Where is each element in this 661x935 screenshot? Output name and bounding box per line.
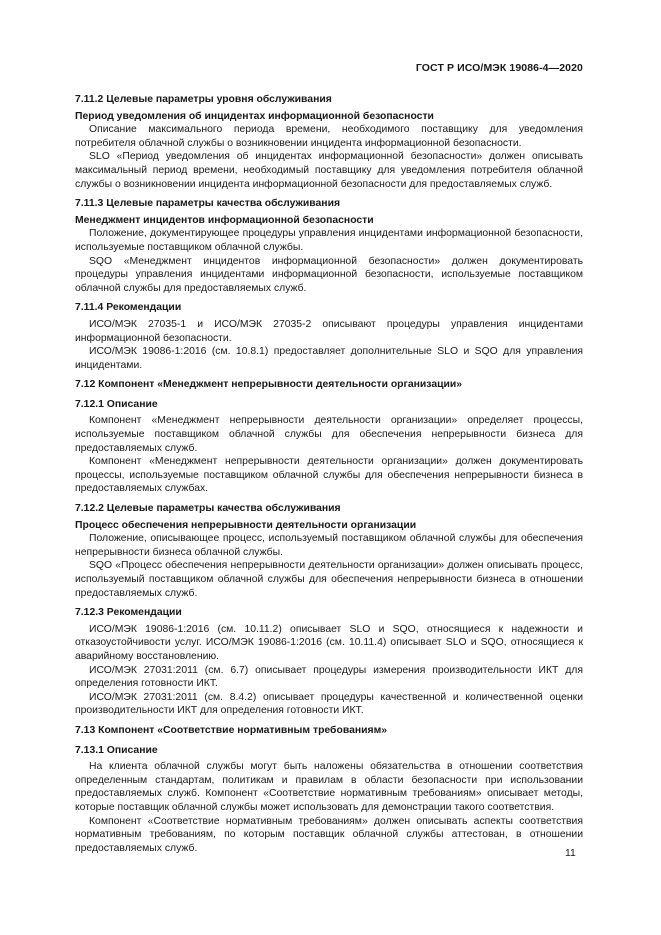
paragraph: Положение, документирующее процедуры управления инцидентами информационной безопасности, используемые поставщиком облачной службы. [75, 228, 583, 253]
paragraph: SLO «Период уведомления об инцидентах информационной безопасности» должен описывать максимальный период времени, необходимый поставщику для уведомления потребителя облачной службы о возникновении инцидента информационной безопасности для предоставляемых служб. [75, 151, 583, 190]
section-heading: 7.11.3 Целевые параметры качества обслуживания [75, 198, 341, 210]
paragraph: ИСО/МЭК 27031:2011 (см. 8.4.2) описывает процедуры качественной и количественной оценки производительности ИКТ для определения готовности ИКТ. [75, 691, 583, 717]
section-heading: 7.11.4 Рекомендации [75, 302, 182, 314]
paragraph: Компонент «Соответствие нормативным требованиям» должен описывать аспекты соответствия нормативным требованиям, по которым поставщик облачной службы аттестован, в отношении предоставляемых служб. [75, 815, 583, 854]
document-header: ГОСТ Р ИСО/МЭК 19086-4—2020 [415, 62, 583, 74]
paragraph: На клиента облачной службы могут быть наложены обязательства в отношении соответствия определенным стандартам, политикам и правилам в области безопасности при использовании предоставляемых служб. Компонент «Соответствие нормативным требованиям» описывает методы, которые поставщик облачной службы может использовать для демонстрации такого соответствия. [75, 761, 583, 813]
section-heading: 7.12.3 Рекомендации [75, 607, 182, 619]
paragraph: SQO «Процесс обеспечения непрерывности деятельности организации» должен описывать процесс, используемый поставщиком облачной службы для обеспечения непрерывности бизнеса в отношении предоставляемых служб. [75, 560, 583, 599]
paragraph: SQO «Менеджмент инцидентов информационной безопасности» должен документировать процедуры управления инцидентами информационной безопасности, используемые поставщиком облачной службы для предоставляемых служб. [75, 255, 583, 294]
section-heading: 7.13 Компонент «Соответствие нормативным требованиям» [75, 724, 388, 736]
page-number: 11 [565, 848, 576, 859]
paragraph: ИСО/МЭК 27035-1 и ИСО/МЭК 27035-2 описывают процедуры управления инцидентами информационной безопасности. [75, 318, 583, 344]
section-heading: 7.11.2 Целевые параметры уровня обслуживания [75, 94, 332, 105]
section-heading: 7.12.2 Целевые параметры качества обслуживания [75, 503, 341, 515]
paragraph: Описание максимального периода времени, необходимого поставщику для уведомления потребителя облачной службы о возникновении инцидента информационной безопасности. [75, 124, 583, 149]
document-body [75, 93, 583, 855]
subsection-title: Период уведомления об инцидентах информационной безопасности [75, 110, 434, 122]
subsection-title: Менеджмент инцидентов информационной безопасности [75, 214, 374, 226]
section-heading: 7.12 Компонент «Менеджмент непрерывности деятельности организации» [75, 379, 463, 391]
paragraph: Компонент «Менеджмент непрерывности деятельности организации» должен документировать процессы, используемые поставщиком облачной службы для обеспечения непрерывности бизнеса в предоставляемых службах. [75, 456, 583, 495]
section-heading: 7.13.1 Описание [75, 744, 158, 756]
paragraph: Положение, описывающее процесс, используемый поставщиком облачной службы для обеспечения непрерывности бизнеса облачной службы. [75, 533, 583, 558]
paragraph: Компонент «Менеджмент непрерывности деятельности организации» определяет процессы, используемые поставщиком облачной службы для обеспечения непрерывности бизнеса для предоставляемых служб. [75, 415, 583, 454]
paragraph: ИСО/МЭК 19086-1:2016 (см. 10.11.2) описывает SLO и SQO, относящиеся к надежности и отказоустойчивости услуг. ИСО/МЭК 19086-1:2016 (см. 10.11.4) описывает SLO и SQO, относящиеся к аварийному восстановлению. [75, 623, 583, 662]
paragraph: ИСО/МЭК 27031:2011 (см. 6.7) описывает процедуры измерения производительности ИКТ для определения готовности ИКТ. [75, 664, 583, 690]
section-heading: 7.12.1 Описание [75, 398, 158, 410]
paragraph: ИСО/МЭК 19086-1:2016 (см. 10.8.1) предоставляет дополнительные SLO и SQO для управления инцидентами. [75, 346, 583, 371]
subsection-title: Процесс обеспечения непрерывности деятельности организации [75, 519, 417, 531]
